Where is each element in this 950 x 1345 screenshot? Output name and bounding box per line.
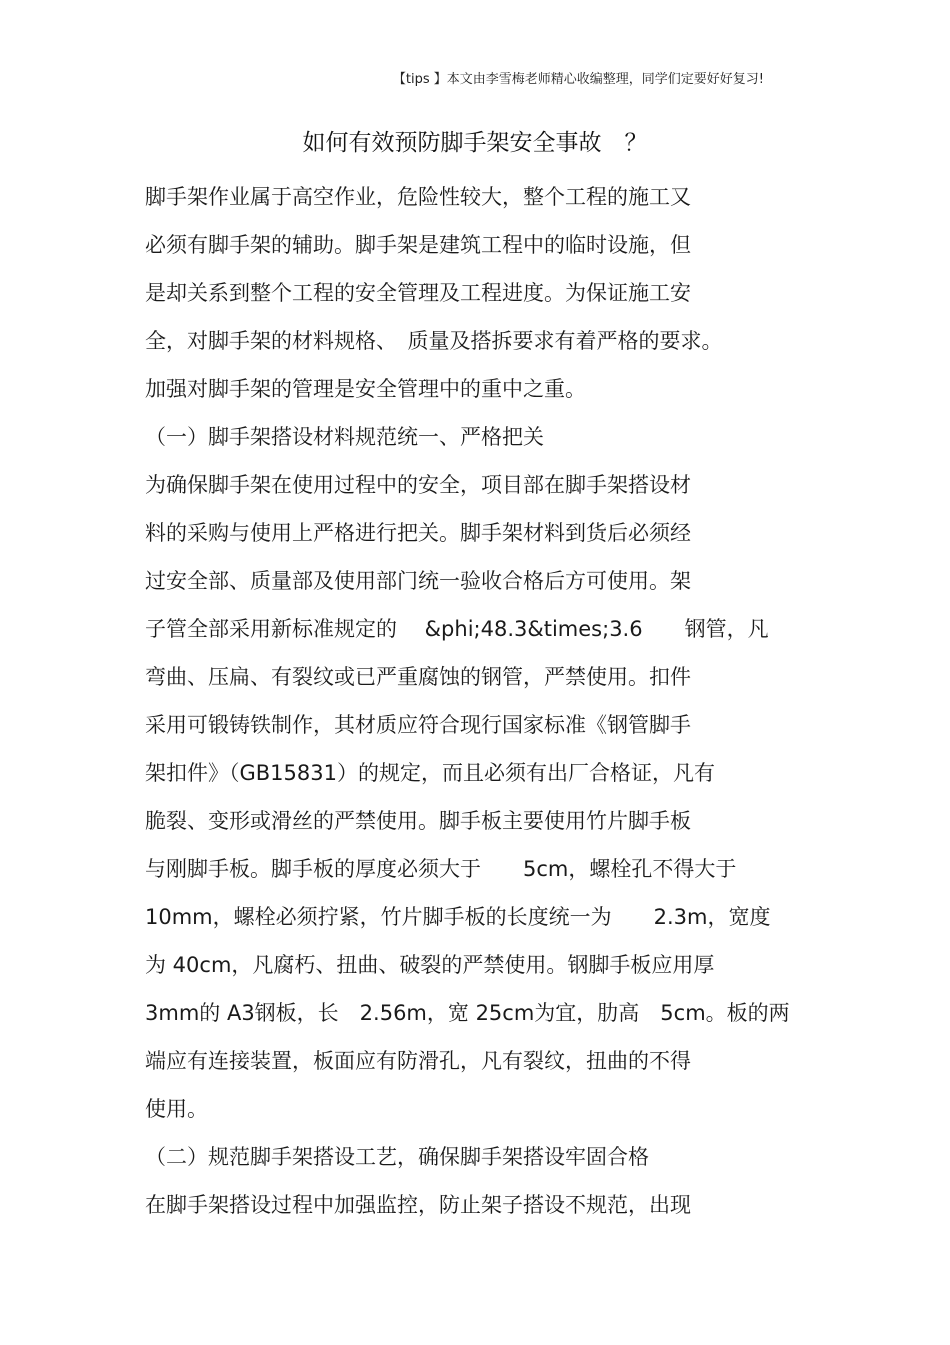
text-line: 加强对脚手架的管理是安全管理中的重中之重。: [145, 377, 586, 401]
text-line: 在脚手架搭设过程中加强监控，防止架子搭设不规范，出现: [145, 1193, 691, 1217]
text-line: 3mm的 A3钢板，长 2.56m，宽 25cm为宜，肋高 5cm。板的两: [145, 1001, 790, 1025]
text-line: 架扣件》（GB15831）的规定，而且必须有出厂合格证，凡有: [145, 761, 715, 785]
text-line: 子管全部采用新标准规定的 &phi;48.3&times;3.6 钢管，凡: [145, 617, 769, 641]
text-line: 10mm，螺栓必须拧紧，竹片脚手板的长度统一为 2.3m，宽度: [145, 905, 771, 929]
text-line: 端应有连接装置，板面应有防滑孔，凡有裂纹，扭曲的不得: [145, 1049, 691, 1073]
text-line: 是却关系到整个工程的安全管理及工程进度。为保证施工安: [145, 281, 691, 305]
text-line: 使用。: [145, 1097, 208, 1121]
text-line: 弯曲、压扁、有裂纹或已严重腐蚀的钢管，严禁使用。扣件: [145, 665, 691, 689]
body-text: [145, 180, 825, 1236]
text-line: 必须有脚手架的辅助。脚手架是建筑工程中的临时设施，但: [145, 233, 691, 257]
section-heading-2: （二）规范脚手架搭设工艺，确保脚手架搭设牢固合格: [145, 1145, 649, 1169]
section-heading-1: （一）脚手架搭设材料规范统一、严格把关: [145, 425, 544, 449]
text-line: 为 40cm，凡腐朽、扭曲、破裂的严禁使用。钢脚手板应用厚: [145, 953, 715, 977]
text-line: 过安全部、质量部及使用部门统一验收合格后方可使用。架: [145, 569, 691, 593]
text-line: 与刚脚手板。脚手板的厚度必须大于 5cm，螺栓孔不得大于: [145, 857, 737, 881]
text-line: 脚手架作业属于高空作业，危险性较大，整个工程的施工又: [145, 185, 691, 209]
header-tips: 【tips 】本文由李雪梅老师精心收编整理，同学们定要好好复习!: [392, 72, 764, 87]
text-line: 全，对脚手架的材料规格、 质量及搭拆要求有着严格的要求。: [145, 329, 723, 353]
text-line: 采用可锻铸铁制作，其材质应符合现行国家标准《钢管脚手: [145, 713, 691, 737]
page-title: 如何有效预防脚手架安全事故 ？: [302, 130, 648, 156]
text-line: 料的采购与使用上严格进行把关。脚手架材料到货后必须经: [145, 521, 691, 545]
text-line: 脆裂、变形或滑丝的严禁使用。脚手板主要使用竹片脚手板: [145, 809, 691, 833]
text-line: 为确保脚手架在使用过程中的安全，项目部在脚手架搭设材: [145, 473, 691, 497]
